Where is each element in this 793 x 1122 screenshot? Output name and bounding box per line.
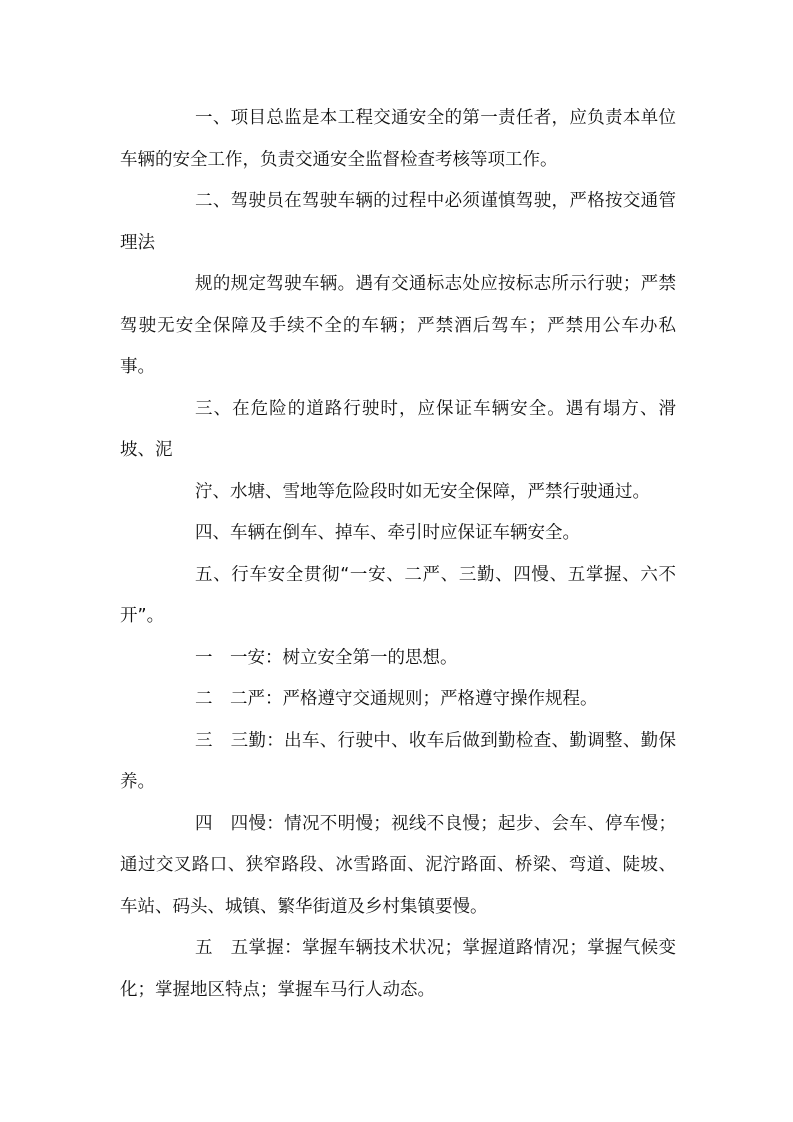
paragraph-11: 四 四慢：情况不明慢；视线不良慢；起步、会车、停车慢；通过交叉路口、狭窄路段、冰雪路面、泥泞路面、桥梁、弯道、陡坡、车站、码头、城镇、繁华街道及乡村集镇要慢。 xyxy=(120,813,676,917)
paragraph-5: 泞、水塘、雪地等危险段时如无安全保障，严禁行驶通过。 xyxy=(195,481,650,502)
paragraph-9: 二 二严：严格遵守交通规则；严格遵守操作规程。 xyxy=(195,689,598,709)
paragraph-1: 一、项目总监是本工程交通安全的第一责任者，应负责本单位车辆的安全工作，负责交通安全监督检查考核等项工作。 xyxy=(120,108,676,170)
paragraph-6: 四、车辆在倒车、掉车、牵引时应保证车辆安全。 xyxy=(195,523,580,543)
paragraph-7: 五、行车安全贯彻“一安、二严、三勤、四慢、五掌握、六不开”。 xyxy=(120,564,676,626)
paragraph-8: 一 一安：树立安全第一的思想。 xyxy=(195,647,458,668)
paragraph-2: 二、驾驶员在驾驶车辆的过程中必须谨慎驾驶，严格按交通管理法 xyxy=(120,191,676,253)
paragraph-3: 规的规定驾驶车辆。遇有交通标志处应按标志所示行驶；严禁驾驶无安全保障及手续不全的车辆；严禁酒后驾车；严禁用公车办私事。 xyxy=(120,274,676,377)
paragraph-10: 三 三勤：出车、行驶中、收车后做到勤检查、勤调整、勤保养。 xyxy=(120,730,676,792)
document-body xyxy=(120,98,676,1011)
paragraph-4: 三、在危险的道路行驶时，应保证车辆安全。遇有塌方、滑坡、泥 xyxy=(120,398,676,460)
paragraph-12: 五 五掌握：掌握车辆技术状况；掌握道路情况；掌握气候变化；掌握地区特点；掌握车马行人动态。 xyxy=(120,938,676,1000)
